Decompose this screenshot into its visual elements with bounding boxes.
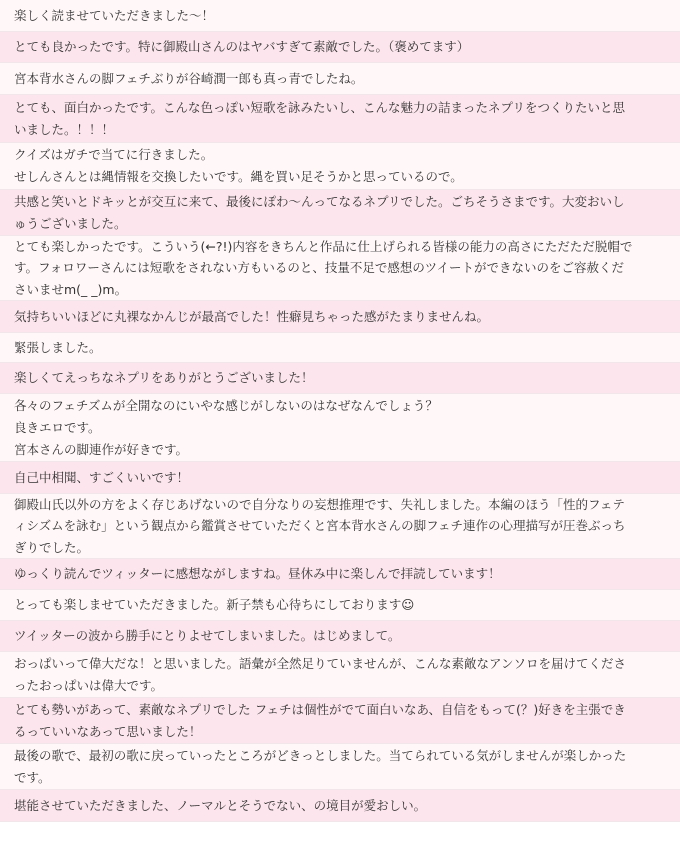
comment-row xyxy=(0,621,680,652)
comment-row xyxy=(0,190,680,236)
comment-text-line: 楽しく読ませていただきました～！ xyxy=(14,7,215,23)
comment-row xyxy=(0,363,680,394)
comment-row xyxy=(0,333,680,363)
comment-text-line: せしんさんとは縄情報を交換したいです。縄を買い足そうかと思っているので。 xyxy=(14,169,463,184)
comment-text-line: いました。！！！ xyxy=(14,121,115,137)
comment-text-line: ったおっぱいは偉大です。 xyxy=(14,677,164,693)
comment-row xyxy=(0,744,680,790)
comment-text-line: す。フォロワーさんには短歌をされない方もいるのと、技量不足で感想のツイートができないのをご容赦くだ xyxy=(14,260,625,276)
comment-text-line: 最後の歌で、最初の歌に戻っていったところがどきっとしました。当てられている気がしませんが楽しかった xyxy=(14,747,627,763)
comment-text-line: 宮本さんの脚連作が好きです。 xyxy=(14,441,189,457)
comment-row xyxy=(0,95,680,143)
comment-row xyxy=(0,0,680,32)
comment-text-line: 気持ちいいほどに丸裸なかんじが最高でした！性癖見ちゃった感がたまりませんね。 xyxy=(14,308,490,324)
comment-text-line: 良きエロです。 xyxy=(14,419,101,435)
comment-text-line: 楽しくてえっちなネプリをありがとうございました！ xyxy=(14,370,314,385)
comment-row xyxy=(0,698,680,744)
comment-text-line: ぎりでした。 xyxy=(14,539,90,555)
comment-row xyxy=(0,301,680,333)
comment-text-line: とても、面白かったです。こんな色っぽい短歌を詠みたいし、こんな魅力の詰まったネプリをつくりたいと思 xyxy=(14,99,626,115)
comment-text-line: とても楽しかったです。こういう(←?!)内容をきちんと作品に仕上げられる皆様の能力の高さにただただ脱帽で xyxy=(14,239,633,254)
comment-row xyxy=(0,143,680,190)
comment-row xyxy=(0,494,680,559)
comment-text-line: とても勢いがあって、素敵なネプリでした フェチは個性がでて面白いなあ、自信をもって(？)好きを主張でき xyxy=(14,701,626,717)
comment-text-line: 共感と笑いとドキッとが交互に来て、最後にぽわ～んってなるネプリでした。ごちそうさまです。大変おいし xyxy=(14,193,625,209)
comment-row xyxy=(0,652,680,698)
comment-text-line: ツイッターの波から勝手にとりよせてしまいました。はじめまして。 xyxy=(14,628,401,643)
comment-row xyxy=(0,590,680,621)
comment-row xyxy=(0,394,680,462)
comment-row xyxy=(0,790,680,822)
comment-text-line: とっても楽しませていただきました。新子禁も心待ちにしております☺ xyxy=(14,597,415,612)
comment-text-line: 御殿山氏以外の方をよく存じあげないので自分なりの妄想推理です、失礼しました。本編のほう「性的フェテ xyxy=(14,497,625,512)
comment-text-line: ィシズムを詠む」という観点から鑑賞させていただくと宮本背水さんの脚フェチ連作の心理描写が圧巻ぶっち xyxy=(14,518,626,534)
comment-row xyxy=(0,559,680,590)
comment-row xyxy=(0,462,680,494)
comment-text-line: さいませm(_ _)m。 xyxy=(14,281,128,297)
comment-text-line: ゅうございました。 xyxy=(14,215,127,231)
comment-text-line: 各々のフェチズムが全開なのにいやな感じがしないのはなぜなんでしょう？ xyxy=(14,397,438,413)
comment-text-line: 宮本背水さんの脚フェチぶりが谷崎潤一郎も真っ青でしたね。 xyxy=(14,70,364,86)
comment-text-line: 緊張しました。 xyxy=(14,339,102,355)
comment-row xyxy=(0,32,680,63)
comment-text-line: ゆっくり読んでツィッターに感想ながしますね。昼休み中に楽しんで拝読しています！ xyxy=(14,566,501,581)
comment-text-line: クイズはガチで当てに行きました。 xyxy=(14,147,214,162)
comment-text-line: 自己中相聞、すごくいいです！ xyxy=(14,469,190,485)
comment-row xyxy=(0,236,680,301)
comment-text-line: です。 xyxy=(14,769,51,785)
comment-text-line: おっぱいって偉大だな！と思いました。語彙が全然足りていませんが、こんな素敵なアンソロを届けてくださ xyxy=(14,655,627,671)
comment-text-line: 堪能させていただきました、ノーマルとそうでない、の境目が愛おしい。 xyxy=(14,797,427,813)
comment-text-line: るっていいなあって思いました！ xyxy=(14,723,202,739)
comment-text-line: とても良かったです。特に御殿山さんのはヤバすぎて素敵でした。（褒めてます） xyxy=(14,39,470,54)
comment-row xyxy=(0,63,680,95)
